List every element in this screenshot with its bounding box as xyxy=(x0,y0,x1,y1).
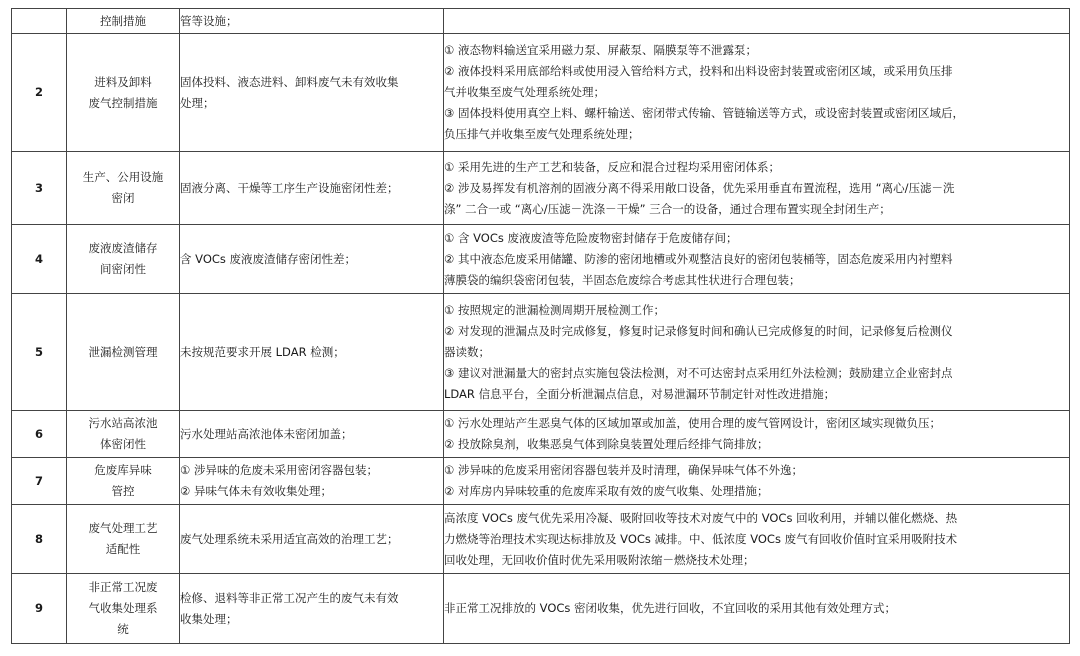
table-row xyxy=(12,225,1070,294)
control-item xyxy=(67,574,180,644)
control-measures xyxy=(444,574,1070,644)
control-measures xyxy=(444,294,1070,411)
problem-description-line: 管等设施； xyxy=(180,13,238,28)
control-item xyxy=(67,9,180,34)
control-item-line: 适配性 xyxy=(105,542,141,556)
control-measures xyxy=(444,458,1070,505)
control-item-line: 管控 xyxy=(111,484,135,498)
control-measures xyxy=(444,411,1070,458)
control-item xyxy=(67,294,180,411)
control-item-line: 体密闭性 xyxy=(100,437,146,451)
control-item-line: 危废库异味 xyxy=(94,463,152,477)
problem-description xyxy=(180,9,444,34)
row-number: 6 xyxy=(12,411,67,458)
control-measures-line: ② 其中液态危废采用储罐、防渗的密闭地槽或外观整洁良好的密闭包装桶等，固态危废采用内衬塑料 xyxy=(444,251,953,266)
control-measures-line: ② 液体投料采用底部给料或使用浸入管给料方式，投料和出料设密封装置或密闭区域，或采用负压排 xyxy=(444,64,953,78)
table-row xyxy=(12,152,1070,225)
problem-description-line: ① 涉异味的危废未采用密闭容器包装； xyxy=(180,463,378,477)
control-measures-line: ② 对库房内异味较重的危废库采取有效的废气收集、处理措施； xyxy=(444,484,769,498)
problem-description xyxy=(180,574,444,644)
problem-description-line: 固液分离、干燥等工序生产设施密闭性差； xyxy=(180,180,399,195)
problem-description xyxy=(180,152,444,225)
control-measures-line: ② 投放除臭剂，收集恶臭气体到除臭装置处理后经排气筒排放； xyxy=(444,437,769,451)
row-number: 3 xyxy=(12,152,67,225)
problem-description-line: ② 异味气体未有效收集处理； xyxy=(180,484,332,498)
control-item xyxy=(67,225,180,294)
control-measures-line: 力燃烧等治理技术实现达标排放及 VOCs 减排。中、低浓度 VOCs 废气有回收价值时宜采用吸附技术 xyxy=(444,531,958,546)
row-number: 7 xyxy=(12,458,67,505)
problem-description-line: 含 VOCs 废液废渣储存密闭性差； xyxy=(180,251,357,266)
control-measures-line: 高浓度 VOCs 废气优先采用冷凝、吸附回收等技术对废气中的 VOCs 回收利用，并辅以催化燃烧、热 xyxy=(444,510,958,525)
table-row xyxy=(12,9,1070,34)
problem-description xyxy=(180,225,444,294)
control-measures-line: 薄膜袋的编织袋密闭包装，半固态危废综合考虑其性状进行合理包装； xyxy=(444,272,801,287)
control-measures xyxy=(444,152,1070,225)
control-measures-line: 回收处理，无回收价值时优先采用吸附浓缩－燃烧技术处理； xyxy=(444,552,755,567)
control-item-line: 废气处理工艺 xyxy=(88,521,158,535)
table-row xyxy=(12,574,1070,644)
control-measures-line: ③ 固体投料使用真空上料、螺杆输送、密闭带式传输、管链输送等方式，或设密封装置或密闭区域后， xyxy=(444,106,964,120)
control-measures-line: ① 采用先进的生产工艺和装备，反应和混合过程均采用密闭体系； xyxy=(444,159,780,174)
problem-description xyxy=(180,505,444,574)
control-measures-line: ① 含 VOCs 废液废渣等危险废物密封储存于危废储存间； xyxy=(444,230,738,245)
problem-description xyxy=(180,34,444,152)
control-item xyxy=(67,152,180,225)
problem-description-line: 未按规范要求开展 LDAR 检测； xyxy=(180,344,345,359)
row-number xyxy=(12,9,67,34)
control-item-line: 进料及卸料 xyxy=(94,74,152,89)
control-measures-line: ① 按照规定的泄漏检测周期开展检测工作； xyxy=(444,302,665,317)
control-measures-line: ① 液态物料输送宜采用磁力泵、屏蔽泵、隔膜泵等不泄露泵； xyxy=(444,43,757,57)
problem-description-line: 废气处理系统未采用适宜高效的治理工艺； xyxy=(180,531,399,546)
control-item-line: 控制措施 xyxy=(100,13,146,28)
control-item-line: 生产、公用设施 xyxy=(82,170,164,184)
control-item-line: 废液废渣储存 xyxy=(88,241,158,255)
problem-description-line: 污水处理站高浓池体未密闭加盖； xyxy=(180,426,353,441)
control-measures-line: LDAR 信息平台，全面分析泄漏点信息，对易泄漏环节制定针对性改进措施； xyxy=(444,386,836,401)
control-item-line: 统 xyxy=(117,622,129,636)
control-item xyxy=(67,411,180,458)
control-item-line: 泄漏检测管理 xyxy=(88,344,158,359)
row-number: 2 xyxy=(12,34,67,152)
control-measures-line: 负压排气并收集至废气处理系统处理； xyxy=(444,127,640,141)
control-measures xyxy=(444,505,1070,574)
control-measures-line: 涤” 二合一或 “离心/压滤－洗涤－干燥” 三合一的设备，通过合理布置实现全封闭生产； xyxy=(444,201,891,216)
row-number: 5 xyxy=(12,294,67,411)
voc-control-table xyxy=(11,8,1070,644)
control-item-line: 污水站高浓池 xyxy=(88,416,158,430)
row-number: 4 xyxy=(12,225,67,294)
control-measures-line: 气并收集至废气处理系统处理； xyxy=(444,85,605,99)
table-container xyxy=(11,8,1070,644)
problem-description-line: 处理； xyxy=(180,95,215,110)
problem-description xyxy=(180,294,444,411)
control-measures-line: 非正常工况排放的 VOCs 密闭收集，优先进行回收，不宜回收的采用其他有效处理方式； xyxy=(444,601,897,615)
problem-description-line: 检修、退料等非正常工况产生的废气未有效 xyxy=(180,590,399,605)
problem-description-line: 固体投料、液态进料、卸料废气未有效收集 xyxy=(180,74,399,89)
problem-description xyxy=(180,458,444,505)
control-measures-line: 器读数； xyxy=(444,344,490,359)
control-measures xyxy=(444,225,1070,294)
problem-description xyxy=(180,411,444,458)
control-item-line: 废气控制措施 xyxy=(88,95,158,110)
control-item-line: 间密闭性 xyxy=(100,262,146,276)
table-row xyxy=(12,411,1070,458)
control-measures xyxy=(444,9,1070,34)
control-item xyxy=(67,458,180,505)
control-measures-line: ① 污水处理站产生恶臭气体的区域加罩或加盖，使用合理的废气管网设计，密闭区域实现微负压； xyxy=(444,416,941,430)
control-measures-line: ① 涉异味的危废采用密闭容器包装并及时清理，确保异味气体不外逸； xyxy=(444,463,803,477)
table-row xyxy=(12,458,1070,505)
table-row xyxy=(12,505,1070,574)
control-measures xyxy=(444,34,1070,152)
control-item-line: 密闭 xyxy=(111,191,135,205)
control-item-line: 非正常工况废 xyxy=(88,580,158,594)
control-item xyxy=(67,505,180,574)
control-item xyxy=(67,34,180,152)
control-measures-line: ② 涉及易挥发有机溶剂的固液分离不得采用敞口设备，优先采用垂直布置流程，选用 “离心/压滤－洗 xyxy=(444,180,955,195)
control-item-line: 气收集处理系 xyxy=(88,601,158,615)
row-number: 8 xyxy=(12,505,67,574)
table-body xyxy=(12,9,1070,644)
control-measures-line: ② 对发现的泄漏点及时完成修复，修复时记录修复时间和确认已完成修复的时间，记录修复后检测仪 xyxy=(444,323,953,338)
table-row xyxy=(12,294,1070,411)
problem-description-line: 收集处理； xyxy=(180,611,238,626)
control-measures-line: ③ 建议对泄漏量大的密封点实施包袋法检测，对不可达密封点采用红外法检测；鼓励建立企业密封点 xyxy=(444,365,953,380)
table-row xyxy=(12,34,1070,152)
row-number: 9 xyxy=(12,574,67,644)
